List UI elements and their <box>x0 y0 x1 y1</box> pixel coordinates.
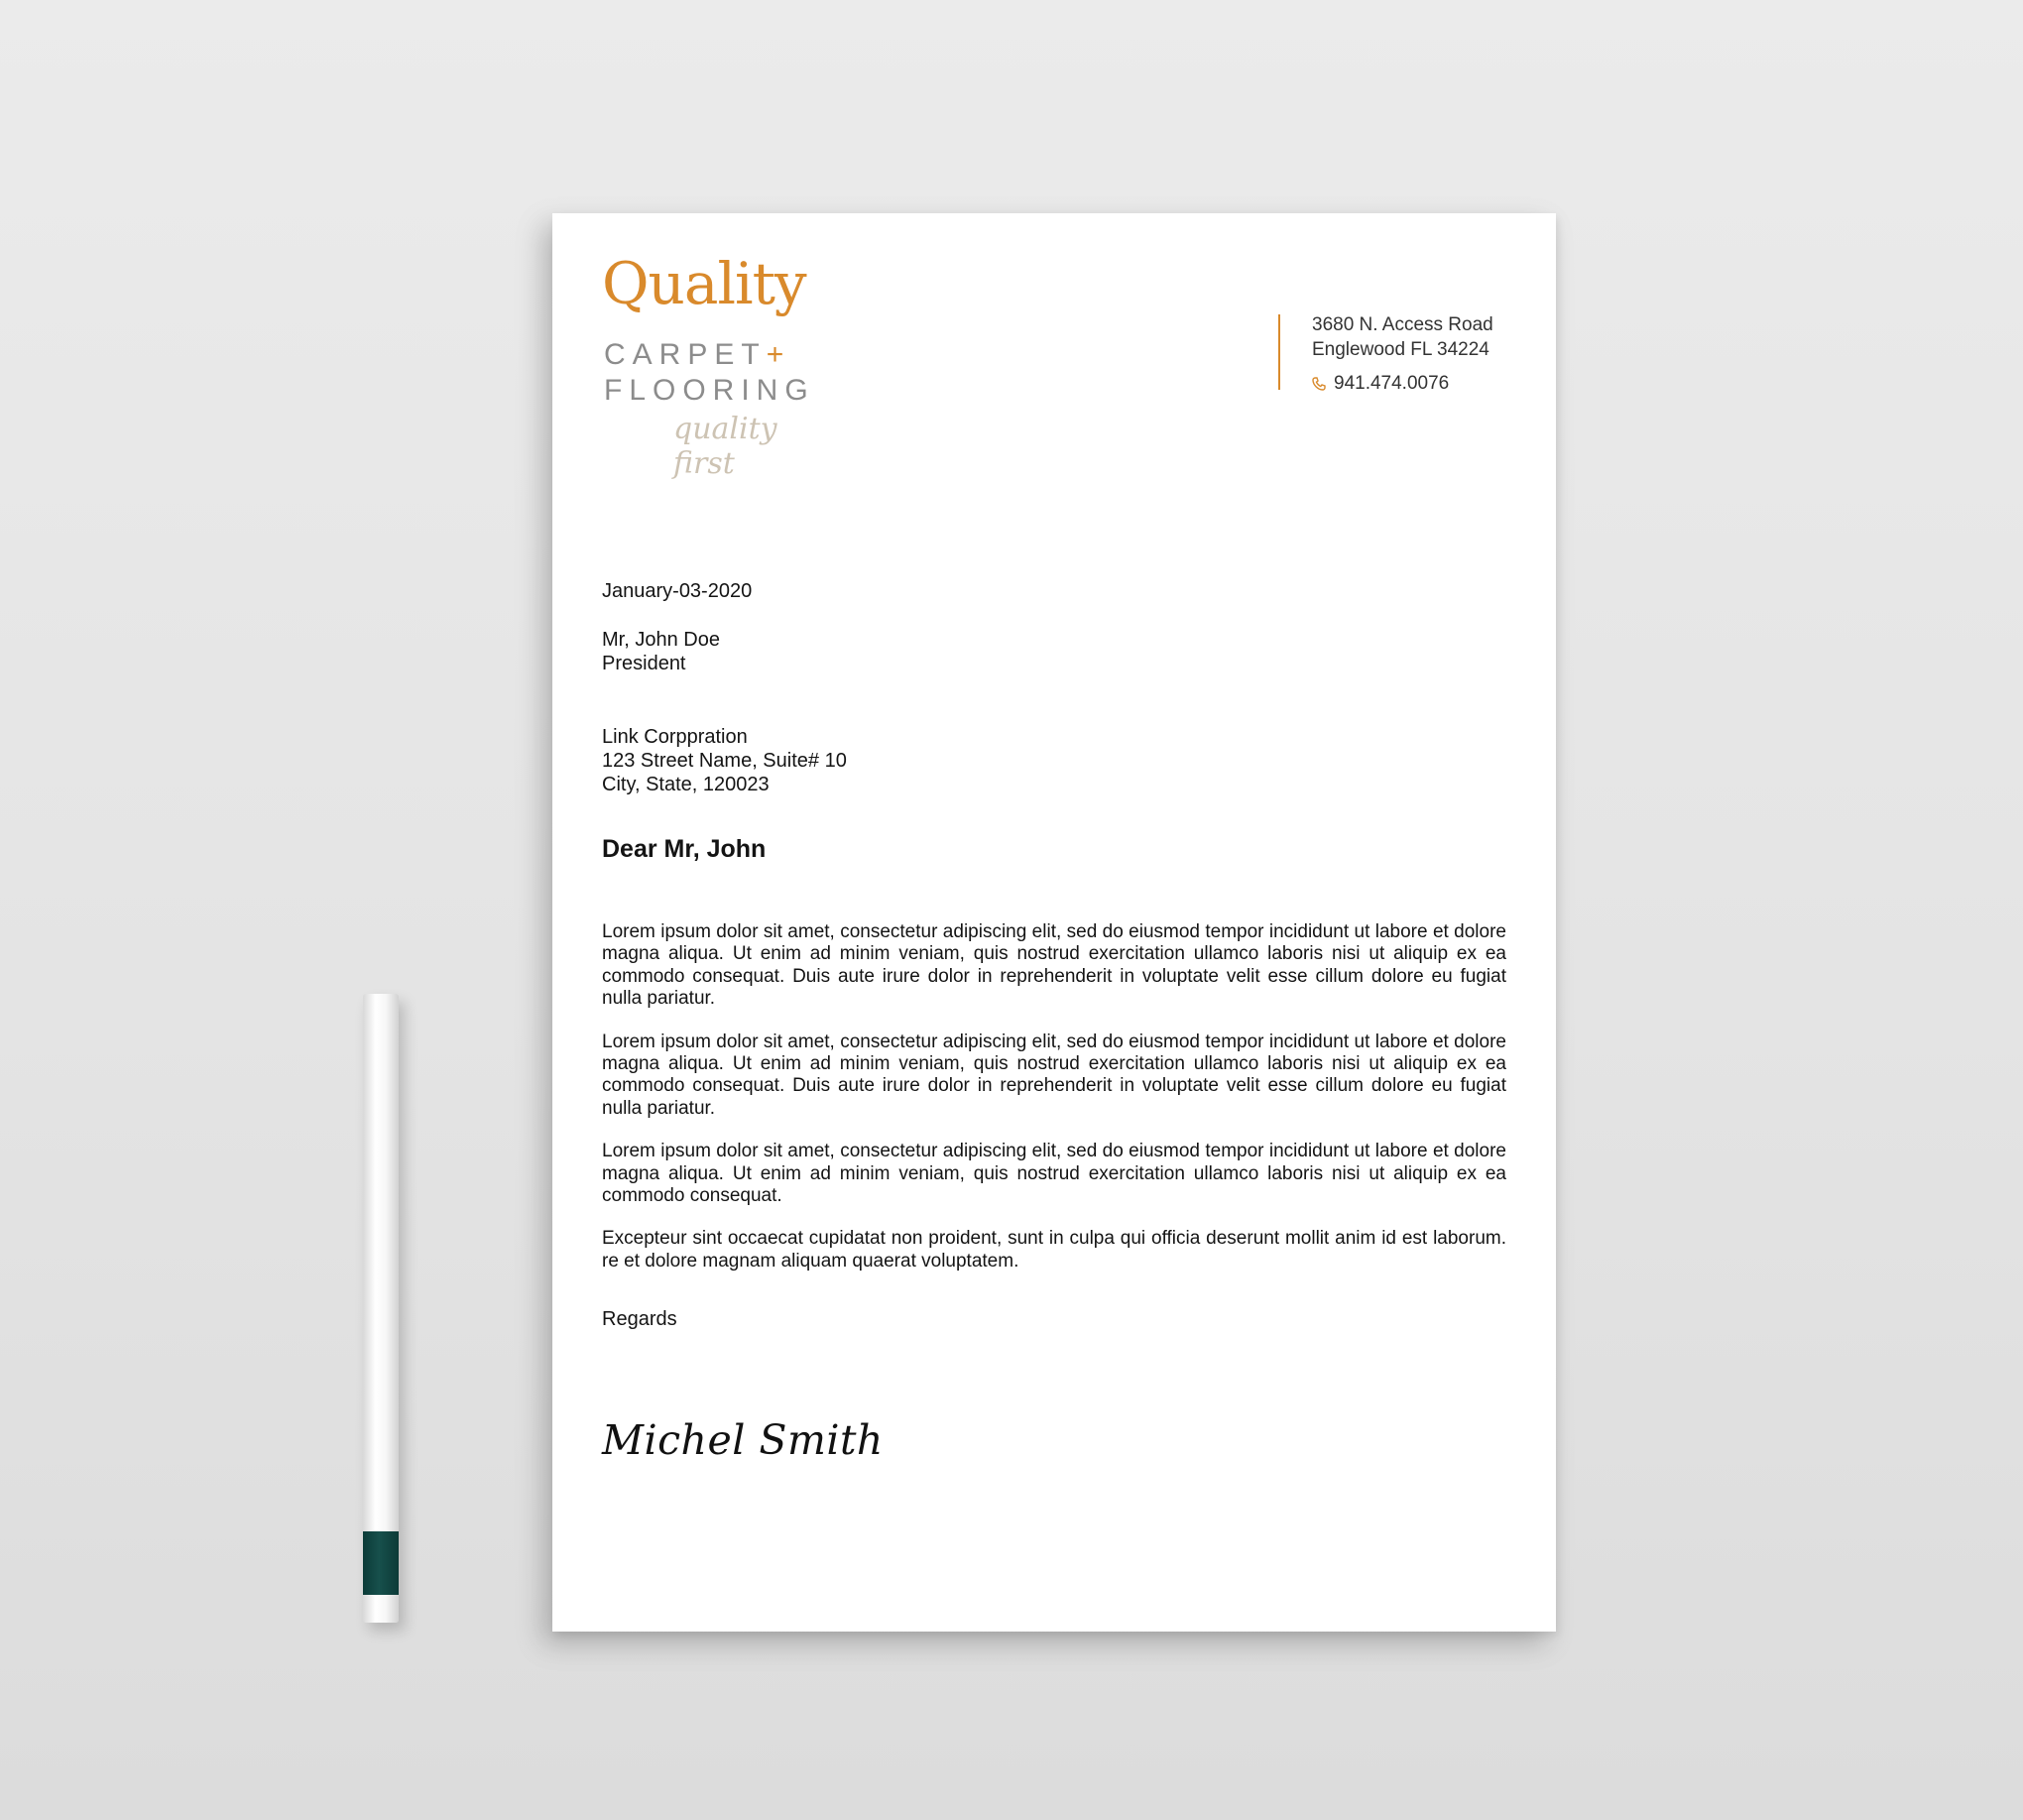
pen <box>363 994 399 1623</box>
company-logo <box>602 250 840 481</box>
company-name: Link Corppration <box>602 726 748 748</box>
recipient-block <box>602 628 1506 675</box>
logo-word-flooring: FLOORING <box>604 374 815 407</box>
logo-word-carpet-row <box>604 340 783 370</box>
logo-tagline: quality first <box>673 412 777 481</box>
logo-plus: + <box>766 338 784 371</box>
phone-row <box>1312 371 1493 396</box>
logo-word-carpet: CARPET <box>604 338 767 371</box>
letter-body <box>602 578 1506 1464</box>
address-line-2: Englewood FL 34224 <box>1312 339 1489 360</box>
paragraphs <box>602 921 1506 1273</box>
phone-icon <box>1312 377 1326 391</box>
paragraph: Lorem ipsum dolor sit amet, consectetur adipiscing elit, sed do eiusmod tempor incididunt ut labore et dolore magna aliqua. Ut enim ad minim veniam, quis nostrud exercitation ullamco laboris nisi ut aliquip ex ea commodo consequat. <box>602 1141 1506 1207</box>
signature: Michel Smith <box>602 1416 884 1465</box>
paragraph: Lorem ipsum dolor sit amet, consectetur adipiscing elit, sed do eiusmod tempor incididunt ut labore et dolore magna aliqua. Ut enim ad minim veniam, quis nostrud exercitation ullamco laboris nisi ut aliquip ex ea commodo consequat. Duis aute irure dolor in reprehenderit in voluptate velit esse cillum dolore eu fugiat nulla pariatur. <box>602 921 1506 1010</box>
pen-band <box>363 1531 399 1595</box>
salutation: Dear Mr, John <box>602 835 767 863</box>
recipient-name: Mr, John Doe <box>602 629 720 651</box>
letterhead-page <box>552 213 1556 1632</box>
paragraph: Lorem ipsum dolor sit amet, consectetur adipiscing elit, sed do eiusmod tempor incididunt ut labore et dolore magna aliqua. Ut enim ad minim veniam, quis nostrud exercitation ullamco laboris nisi ut aliquip ex ea commodo consequat. Duis aute irure dolor in reprehenderit in voluptate velit esse cillum dolore eu fugiat nulla pariatur. <box>602 1031 1506 1119</box>
closing: Regards <box>602 1308 677 1331</box>
company-street: 123 Street Name, Suite# 10 <box>602 750 847 772</box>
recipient-title: President <box>602 653 686 674</box>
phone-number: 941.474.0076 <box>1334 373 1450 394</box>
company-city: City, State, 120023 <box>602 774 770 795</box>
contact-divider <box>1278 314 1280 390</box>
address-line-1: 3680 N. Access Road <box>1312 314 1493 335</box>
letter-date: January-03-2020 <box>602 580 753 602</box>
paragraph: Excepteur sint occaecat cupidatat non proident, sunt in culpa qui officia deserunt mollit anim id est laborum. re et dolore magnam aliquam quaerat voluptatem. <box>602 1228 1506 1272</box>
company-address-block <box>602 725 1506 796</box>
contact-block <box>1312 312 1493 396</box>
logo-word-quality: Quality <box>602 250 806 317</box>
